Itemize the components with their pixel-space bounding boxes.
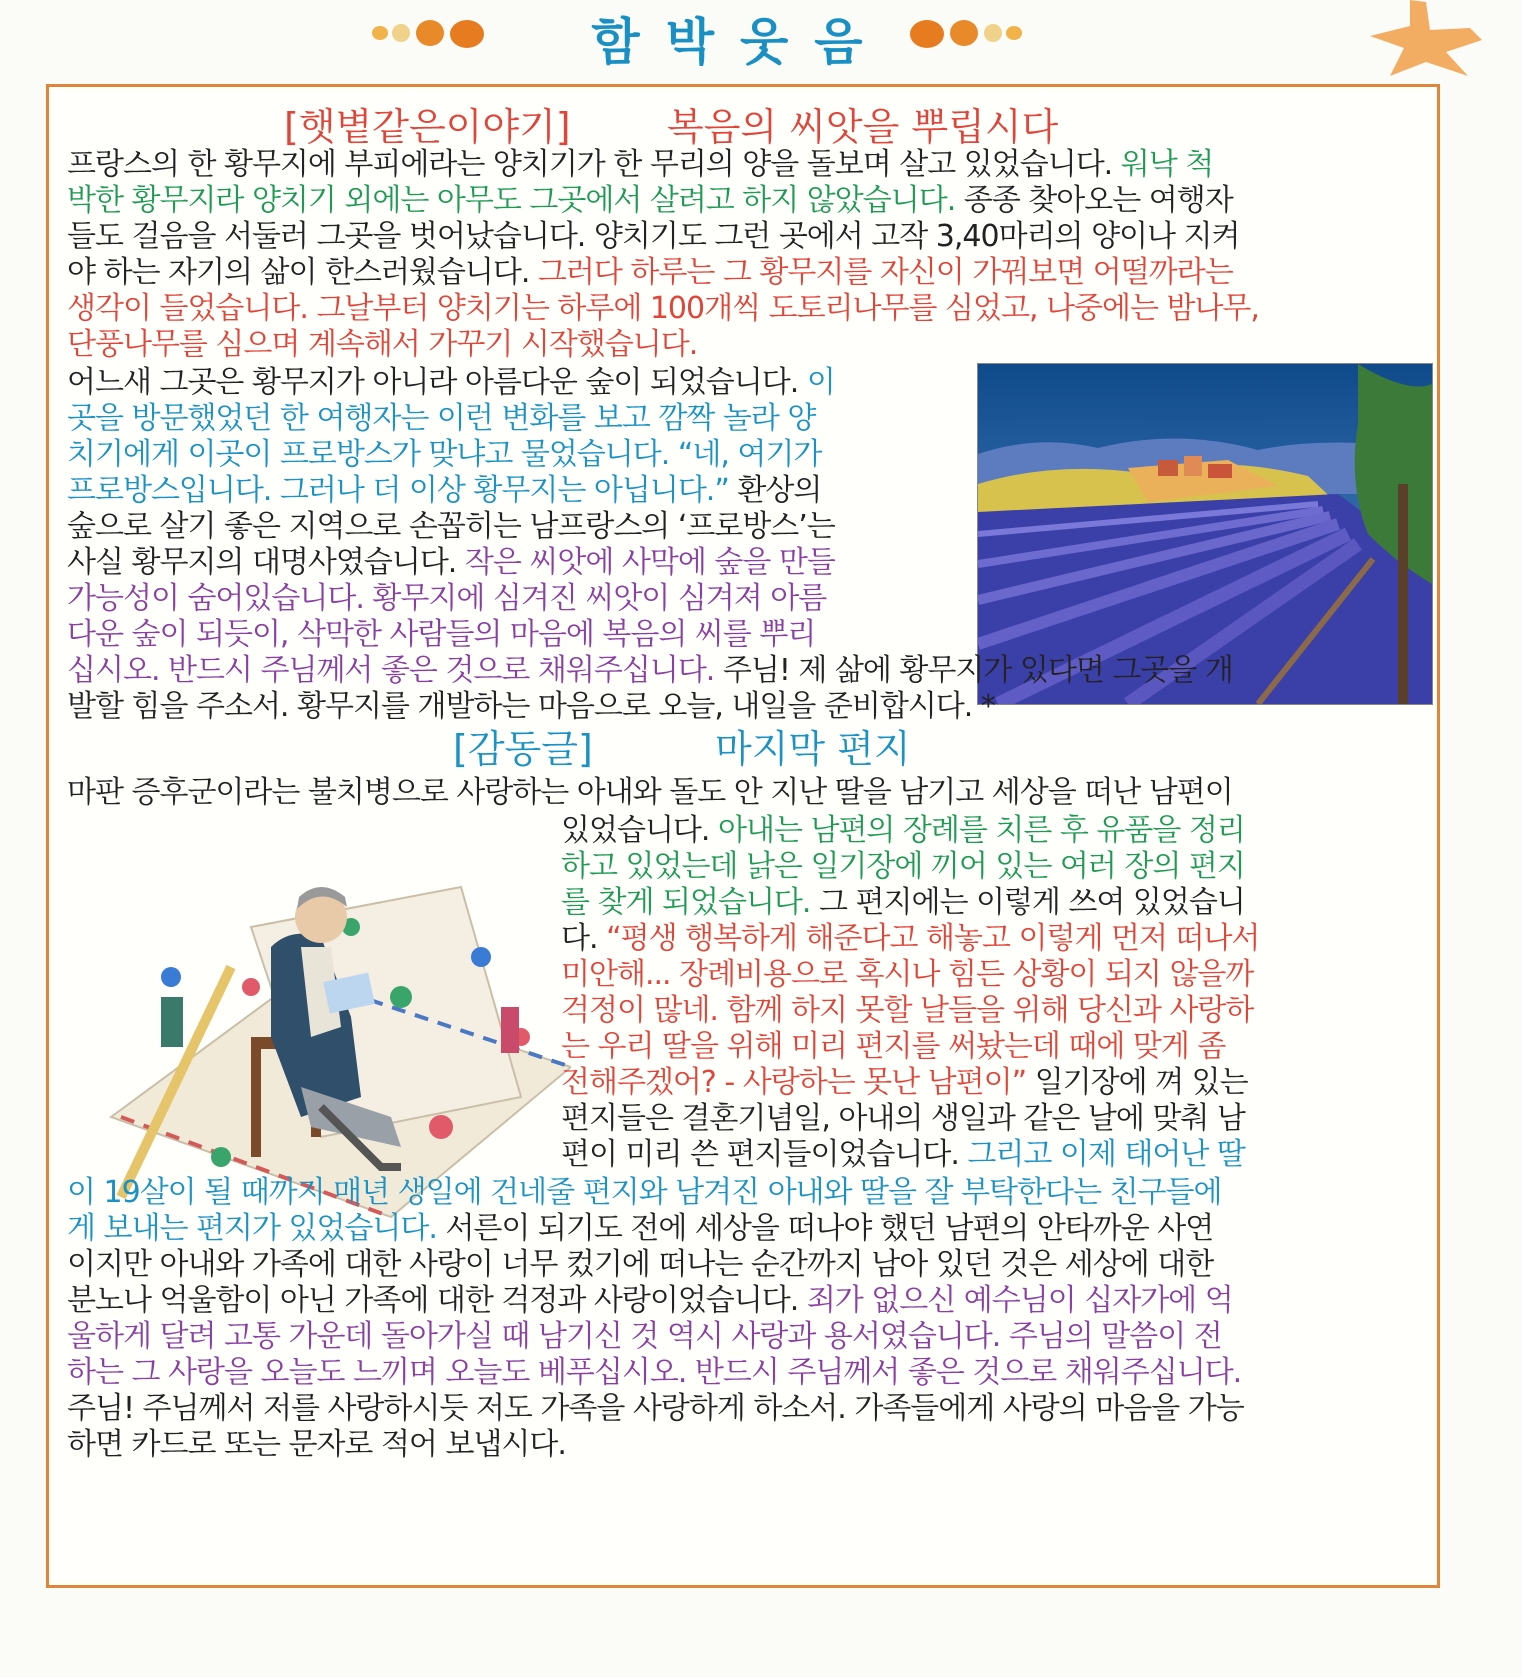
- story2-line: 전해주겠어? - 사랑하는 못난 남편이” 일기장에 껴 있는: [561, 1065, 1248, 1100]
- story1-line: 사실 황무지의 대명사였습니다. 작은 씨앗에 사막에 숲을 만들: [67, 545, 835, 580]
- article-frame: [46, 84, 1440, 1588]
- story2-line: 하면 카드로 또는 문자로 적어 보냅시다.: [67, 1427, 566, 1462]
- story2-line: 이지만 아내와 가족에 대한 사랑이 너무 컸기에 떠나는 순간까지 남아 있던 것은 세상에 대한: [67, 1247, 1214, 1282]
- story2-line: 다. “평생 행복하게 해준다고 해놓고 이렇게 먼저 떠나서: [561, 921, 1260, 956]
- story2-heading-title: 마지막 편지: [715, 727, 911, 771]
- story2-line: 있었습니다. 아내는 남편의 장례를 치른 후 유품을 정리: [561, 813, 1245, 848]
- story1-line: 프로방스입니다. 그러나 더 이상 황무지는 아닙니다.” 환상의: [67, 473, 822, 508]
- man-writing-letter-illustration: [101, 867, 571, 1227]
- story2-line: 이 19살이 될 때까지 매년 생일에 건네줄 편지와 남겨진 아내와 딸을 잘 부탁한다는 친구들에: [67, 1175, 1222, 1210]
- story2-line: 를 찾게 되었습니다. 그 편지에는 이렇게 쓰여 있었습니: [561, 885, 1245, 920]
- story1-line: 들도 걸음을 서둘러 그곳을 벗어났습니다. 양치기도 그런 곳에서 고작 3,40마리의 양이나 지켜: [67, 219, 1240, 254]
- story1-line: 프랑스의 한 황무지에 부피에라는 양치기가 한 무리의 양을 돌보며 살고 있었습니다. 워낙 척: [67, 147, 1214, 182]
- story1-line: 단풍나무를 심으며 계속해서 가꾸기 시작했습니다.: [67, 327, 698, 362]
- story2-line: 마판 증후군이라는 불치병으로 사랑하는 아내와 돌도 안 지난 딸을 남기고 세상을 떠난 남편이: [67, 775, 1233, 810]
- page-title: 함박웃음: [591, 13, 889, 71]
- story1-line: 발할 힘을 주소서. 황무지를 개발하는 마음으로 오늘, 내일을 준비합시다. *: [67, 689, 995, 724]
- story2-line: 주님! 주님께서 저를 사랑하시듯 저도 가족을 사랑하게 하소서. 가족들에게 사랑의 마음을 가능: [67, 1391, 1244, 1426]
- story2-line: 걱정이 많네. 함께 하지 못할 날들을 위해 당신과 사랑하: [561, 993, 1254, 1028]
- story1-line: 가능성이 숨어있습니다. 황무지에 심겨진 씨앗이 심겨져 아름: [67, 581, 827, 616]
- story1-heading-title: 복음의 씨앗을 뿌립시다: [667, 105, 1059, 149]
- story1-line: 십시오. 반드시 주님께서 좋은 것으로 채워주십니다. 주님! 제 삶에 황무지가 있다면 그곳을 개: [67, 653, 1233, 688]
- star-icon: [1370, 0, 1482, 76]
- story1-heading-tag: [햇볕같은이야기]: [284, 105, 571, 149]
- story2-line: 편지들은 결혼기념일, 아내의 생일과 같은 날에 맞춰 남: [561, 1101, 1245, 1136]
- page-header: [0, 0, 1522, 80]
- story2-line: 울하게 달려 고통 가운데 돌아가실 때 남기신 것 역시 사랑과 용서였습니다. 주님의 말씀이 전: [67, 1319, 1222, 1354]
- story1-line: 숲으로 살기 좋은 지역으로 손꼽히는 남프랑스의 ‘프로방스’는: [67, 509, 835, 544]
- story2-line: 편이 미리 쓴 편지들이었습니다. 그리고 이제 태어난 딸: [561, 1137, 1245, 1172]
- story2-line: 하는 그 사랑을 오늘도 느끼며 오늘도 베푸십시오. 반드시 주님께서 좋은 것으로 채워주십니다.: [67, 1355, 1242, 1390]
- story2-line: 분노나 억울함이 아닌 가족에 대한 걱정과 사랑이었습니다. 죄가 없으신 예수님이 십자가에 억: [67, 1283, 1233, 1318]
- story2-line: 미안해... 장례비용으로 혹시나 힘든 상황이 되지 않을까: [561, 957, 1254, 992]
- story1-line: 야 하는 자기의 삶이 한스러웠습니다. 그러다 하루는 그 황무지를 자신이 가꿔보면 어떨까라는: [67, 255, 1233, 290]
- story2-line: 게 보내는 편지가 있었습니다. 서른이 되기도 전에 세상을 떠나야 했던 남편의 안타까운 사연: [67, 1211, 1214, 1246]
- story1-line: 치기에게 이곳이 프로방스가 맞냐고 물었습니다. “네, 여기가: [67, 437, 822, 472]
- story1-line: 다운 숲이 되듯이, 삭막한 사람들의 마음에 복음의 씨를 뿌리: [67, 617, 816, 652]
- story2-line: 하고 있었는데 낡은 일기장에 끼어 있는 여러 장의 편지: [561, 849, 1245, 884]
- story2-line: 는 우리 딸을 위해 미리 편지를 써놨는데 때에 맞게 좀: [561, 1029, 1226, 1064]
- story1-line: 곳을 방문했었던 한 여행자는 이런 변화를 보고 깜짝 놀라 양: [67, 401, 816, 436]
- story1-line: 생각이 들었습니다. 그날부터 양치기는 하루에 100개씩 도토리나무를 심었고, 나중에는 밤나무,: [67, 291, 1259, 326]
- story1-line: 어느새 그곳은 황무지가 아니라 아름다운 숲이 되었습니다. 이: [67, 365, 835, 400]
- story2-heading-tag: [감동글]: [453, 727, 593, 771]
- story1-line: 박한 황무지라 양치기 외에는 아무도 그곳에서 살려고 하지 않았습니다. 종종 찾아오는 여행자: [67, 183, 1233, 218]
